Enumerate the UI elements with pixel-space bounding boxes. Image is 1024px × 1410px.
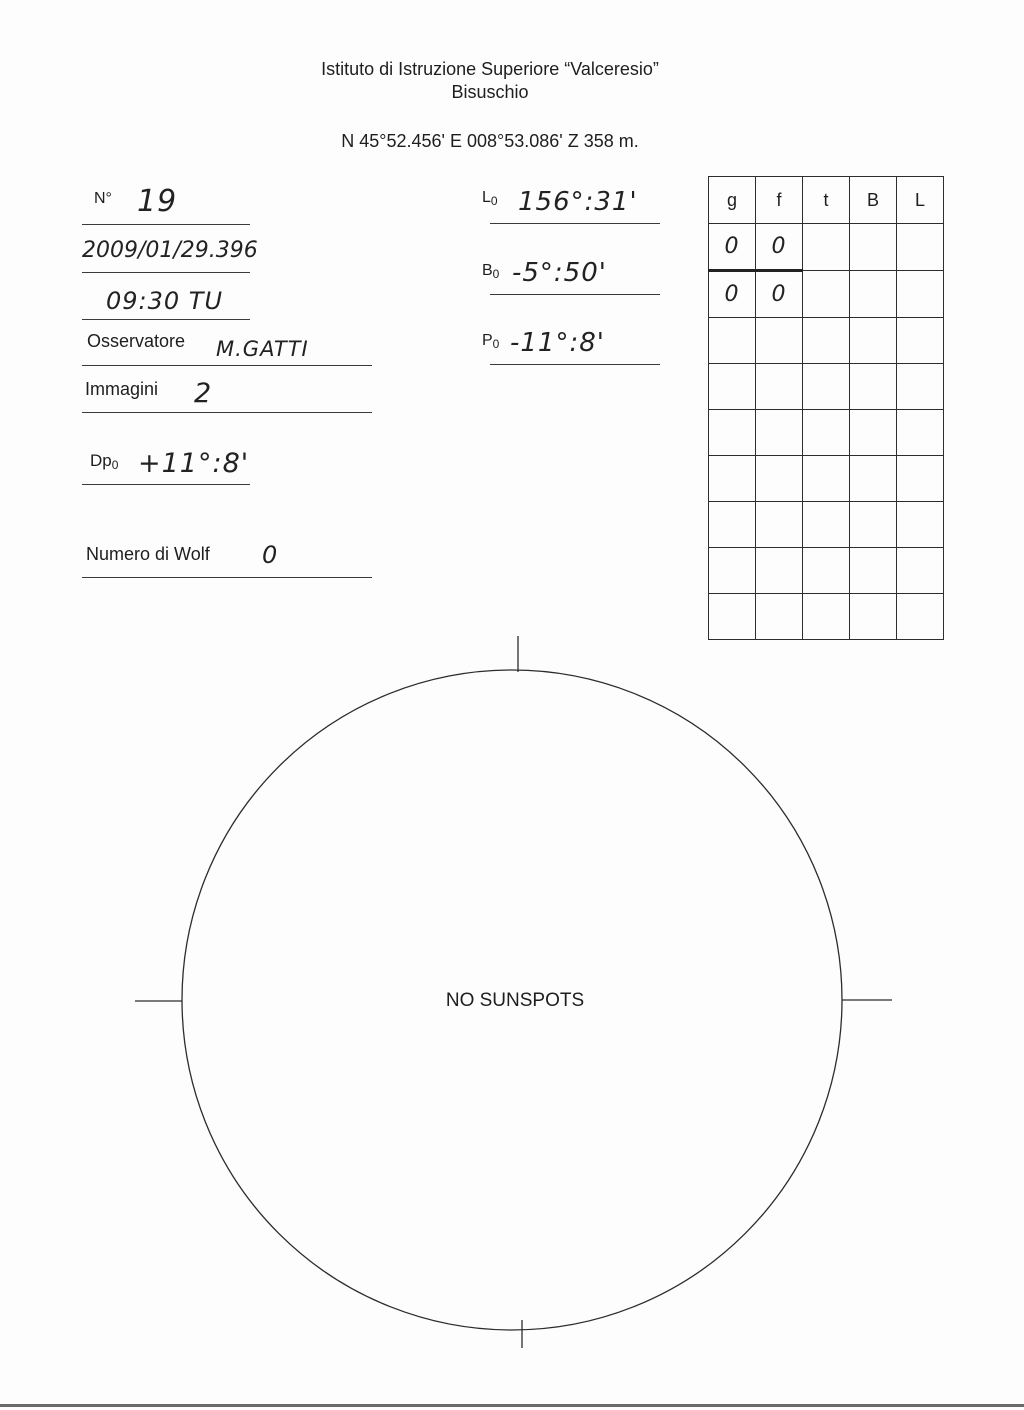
b0-label-text: B — [482, 262, 493, 279]
dp0-label-text: Dp — [90, 451, 112, 470]
table-cell[interactable]: 0 — [709, 224, 756, 271]
l0-label-sub: 0 — [490, 194, 498, 208]
wolf-number-value[interactable]: 0 — [262, 541, 279, 569]
images-value[interactable]: 2 — [194, 378, 213, 409]
header-b: B — [850, 177, 897, 224]
table-cell[interactable]: 0 — [756, 271, 803, 318]
b0-label-sub: 0 — [492, 267, 500, 281]
table-cell[interactable]: 0 — [709, 271, 756, 318]
p0-label-text: P — [482, 332, 493, 349]
dp0-value[interactable]: +11°:8' — [138, 448, 250, 479]
p0-value[interactable]: -11°:8' — [510, 328, 605, 358]
images-label: Immagini — [85, 379, 159, 399]
number-label: N° — [94, 190, 112, 207]
header-f: f — [756, 177, 803, 224]
date-value[interactable]: 2009/01/29.396 — [82, 238, 258, 263]
station-coordinates: N 45°52.456' E 008°53.086' Z 358 m. — [341, 131, 639, 151]
time-value[interactable]: 09:30 TU — [106, 287, 224, 315]
number-value[interactable]: 19 — [137, 184, 178, 219]
town-name: Bisuschio — [451, 82, 529, 102]
l0-label-text: L — [482, 189, 491, 206]
observer-label: Osservatore — [87, 331, 186, 351]
header-g: g — [709, 177, 756, 224]
wolf-number-label: Numero di Wolf — [86, 544, 210, 564]
header-t: t — [803, 177, 850, 224]
dp0-label-sub: 0 — [111, 458, 119, 472]
header-l: L — [897, 177, 944, 224]
no-sunspots-note: NO SUNSPOTS — [445, 990, 585, 1011]
institute-name: Istituto di Istruzione Superiore “Valceresio” — [321, 59, 659, 79]
p0-label-sub: 0 — [492, 337, 500, 351]
scan-edge-line — [0, 1404, 1024, 1407]
table-cell[interactable]: 0 — [756, 224, 803, 271]
observer-value[interactable]: M.GATTI — [216, 337, 309, 361]
b0-value[interactable]: -5°:50' — [512, 258, 607, 288]
l0-value[interactable]: 156°:31' — [518, 187, 638, 217]
